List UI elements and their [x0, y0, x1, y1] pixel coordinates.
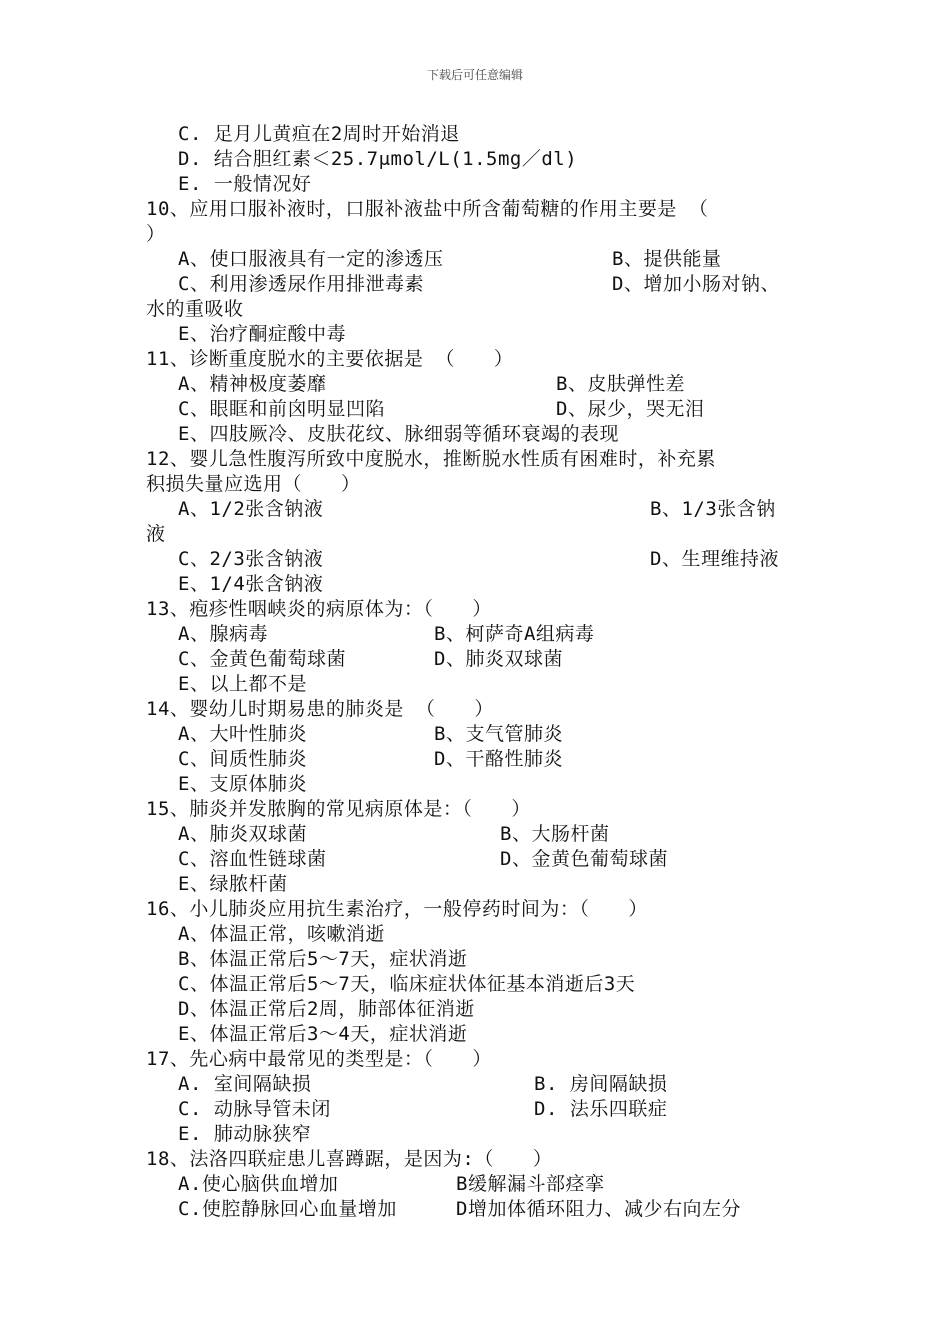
text-line [146, 1122, 806, 1147]
line-text: ） [146, 223, 166, 245]
text-line [146, 1072, 806, 1097]
line-text: C、利用渗透尿作用排泄毒素 [178, 273, 424, 295]
text-line [146, 972, 806, 997]
line-text: 10、应用口服补液时，口服补液盐中所含葡萄糖的作用主要是 （ [146, 198, 709, 220]
line-text: 液 [146, 523, 166, 545]
text-line [146, 147, 806, 172]
text-line [146, 197, 806, 222]
line-text: 12、婴儿急性腹泻所致中度脱水，推断脱水性质有困难时，补充累 [146, 448, 716, 470]
line-text: D、体温正常后2周，肺部体征消逝 [178, 998, 475, 1020]
text-line [146, 272, 806, 297]
text-line [146, 447, 806, 472]
line-text: 水的重吸收 [146, 298, 244, 320]
text-line [146, 372, 806, 397]
text-line [146, 322, 806, 347]
line-text-second-column: D、肺炎双球菌 [434, 648, 563, 670]
line-text: 11、诊断重度脱水的主要依据是 （ ） [146, 348, 514, 370]
text-line [146, 922, 806, 947]
text-line [146, 522, 806, 547]
text-line [146, 172, 806, 197]
page-header: 下载后可任意编辑 [426, 68, 523, 82]
line-text: E、以上都不是 [178, 673, 307, 695]
text-line [146, 1047, 806, 1072]
line-text: C、溶血性链球菌 [178, 848, 327, 870]
line-text: C、体温正常后5～7天，临床症状体征基本消逝后3天 [178, 973, 636, 995]
line-text: B、体温正常后5～7天，症状消逝 [178, 948, 468, 970]
line-text: E、治疗酮症酸中毒 [178, 323, 346, 345]
line-text-second-column: B、皮肤弹性差 [556, 373, 685, 395]
line-text: E、1/4张含钠液 [178, 573, 324, 595]
line-text-second-column: B、1/3张含钠 [650, 498, 776, 520]
line-text: C、金黄色葡萄球菌 [178, 648, 346, 670]
line-text: C、眼眶和前囟明显凹陷 [178, 398, 385, 420]
line-text: 17、先心病中最常见的类型是：（ ） [146, 1048, 492, 1070]
line-text: A、精神极度萎靡 [178, 373, 327, 395]
line-text-second-column: B、支气管肺炎 [434, 723, 563, 745]
text-line [146, 397, 806, 422]
line-text-second-column: D、金黄色葡萄球菌 [500, 848, 668, 870]
line-text: A、体温正常，咳嗽消逝 [178, 923, 385, 945]
text-line [146, 572, 806, 597]
line-text: E. 一般情况好 [178, 173, 312, 195]
line-text: A、腺病毒 [178, 623, 268, 645]
text-line [146, 697, 806, 722]
line-text: C. 动脉导管未闭 [178, 1098, 331, 1120]
line-text-second-column: B、大肠杆菌 [500, 823, 610, 845]
line-text: E、四肢厥冷、皮肤花纹、脉细弱等循环衰竭的表现 [178, 423, 619, 445]
line-text: E、支原体肺炎 [178, 773, 307, 795]
line-text: 16、小儿肺炎应用抗生素治疗，一般停药时间为：（ ） [146, 898, 648, 920]
line-text-second-column: D、干酪性肺炎 [434, 748, 563, 770]
text-line [146, 722, 806, 747]
line-text: E、体温正常后3～4天，症状消逝 [178, 1023, 468, 1045]
text-line [146, 822, 806, 847]
text-line [146, 347, 806, 372]
line-text: C. 足月儿黄疸在2周时开始消退 [178, 123, 460, 145]
line-text: E. 肺动脉狭窄 [178, 1123, 312, 1145]
line-text-second-column: D、增加小肠对钠、 [612, 273, 780, 295]
text-line [146, 747, 806, 772]
line-text-second-column: D、尿少，哭无泪 [556, 398, 705, 420]
line-text-second-column: B. 房间隔缺损 [534, 1073, 668, 1095]
text-line [146, 597, 806, 622]
line-text: A、大叶性肺炎 [178, 723, 307, 745]
text-line [146, 1147, 806, 1172]
line-text-second-column: B、提供能量 [612, 248, 722, 270]
text-line [146, 872, 806, 897]
line-text: A、使口服液具有一定的渗透压 [178, 248, 444, 270]
text-line [146, 947, 806, 972]
text-line [146, 1022, 806, 1047]
line-text-second-column: B、柯萨奇A组病毒 [434, 623, 595, 645]
text-line [146, 122, 806, 147]
line-text: A.使心脑供血增加 [178, 1173, 339, 1195]
text-line [146, 797, 806, 822]
text-line [146, 1172, 806, 1197]
text-line [146, 422, 806, 447]
text-line [146, 547, 806, 572]
line-text: C.使腔静脉回心血量增加 [178, 1198, 397, 1220]
text-line [146, 222, 806, 247]
line-text: 13、疱疹性咽峡炎的病原体为：（ ） [146, 598, 492, 620]
line-text-second-column: D增加体循环阻力、减少右向左分 [456, 1198, 741, 1220]
text-line [146, 622, 806, 647]
text-line [146, 847, 806, 872]
text-line [146, 772, 806, 797]
line-text-second-column: B缓解漏斗部痉挛 [456, 1173, 605, 1195]
document-body [146, 122, 806, 1222]
text-line [146, 1197, 806, 1222]
text-line [146, 247, 806, 272]
text-line [146, 497, 806, 522]
line-text: 14、婴幼儿时期易患的肺炎是 （ ） [146, 698, 494, 720]
line-text: 15、肺炎并发脓胸的常见病原体是：（ ） [146, 798, 531, 820]
line-text: C、间质性肺炎 [178, 748, 307, 770]
text-line [146, 297, 806, 322]
line-text: 积损失量应选用（ ） [146, 473, 361, 495]
line-text: E、绿脓杆菌 [178, 873, 288, 895]
line-text: 18、法洛四联症患儿喜蹲踞，是因为:（ ） [146, 1148, 553, 1170]
line-text-second-column: D、生理维持液 [650, 548, 779, 570]
line-text: A、肺炎双球菌 [178, 823, 307, 845]
text-line [146, 897, 806, 922]
text-line [146, 647, 806, 672]
text-line [146, 1097, 806, 1122]
line-text: C、2/3张含钠液 [178, 548, 324, 570]
line-text: A、1/2张含钠液 [178, 498, 324, 520]
line-text: A. 室间隔缺损 [178, 1073, 312, 1095]
text-line [146, 997, 806, 1022]
line-text-second-column: D. 法乐四联症 [534, 1098, 668, 1120]
text-line [146, 672, 806, 697]
text-line [146, 472, 806, 497]
line-text: D. 结合胆红素＜25.7μmol/L(1.5mg／dl) [178, 148, 578, 170]
